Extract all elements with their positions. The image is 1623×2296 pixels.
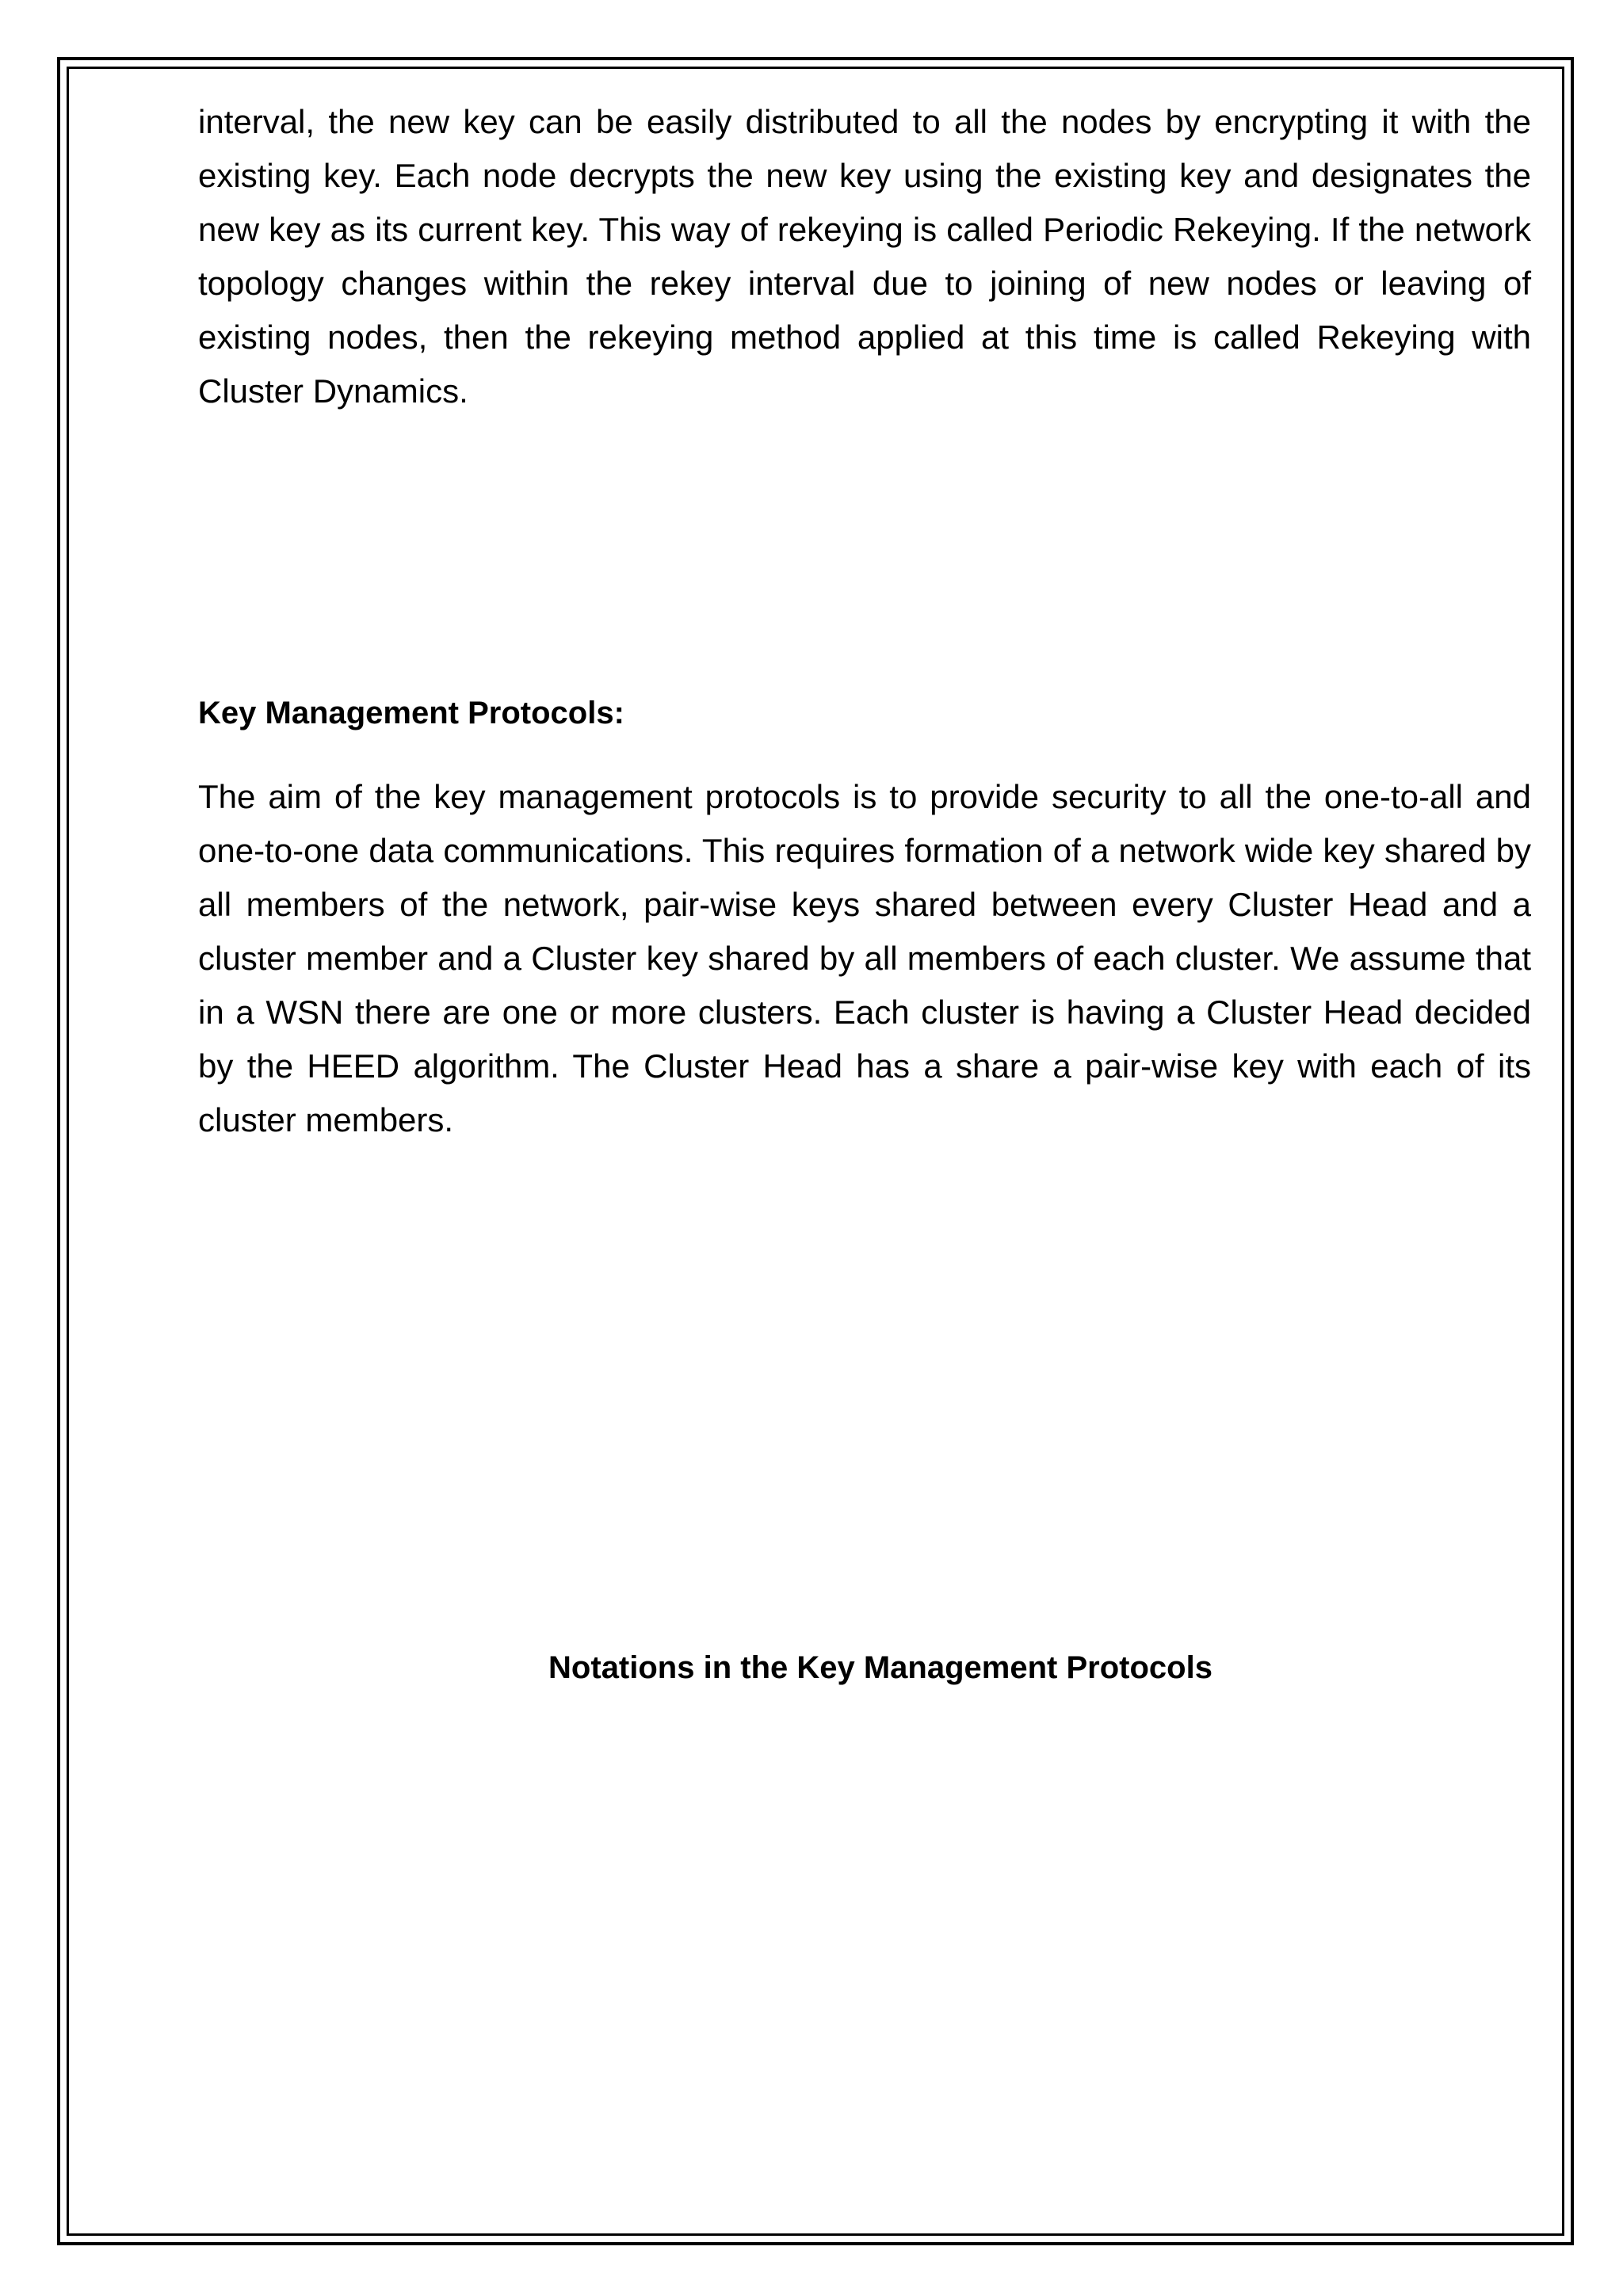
intro-paragraph: interval, the new key can be easily distributed to all the nodes by encrypting it with the existing key. Each node decrypts the new key using the existing key and designates the new key as its current key. This way of rekeying is called Periodic Rekeying. If the network topology changes within the rekey interval due to joining of new nodes or leaving of existing nodes, then the rekeying method applied at this time is called Rekeying with Cluster Dynamics. xyxy=(198,103,1531,410)
section-paragraph: The aim of the key management protocols is to provide security to all the one-to-all and one-to-one data communications. This requires formation of a network wide key shared by all members of the network, pair-wise keys shared between every Cluster Head and a cluster member and a Cluster key shared by all members of each cluster. We assume that in a WSN there are one or more clusters. Each cluster is having a Cluster Head decided by the HEED algorithm. The Cluster Head has a share a pair-wise key with each of its cluster members. xyxy=(198,778,1531,1138)
centered-heading: Notations in the Key Management Protocols xyxy=(548,1650,1212,1685)
section-heading: Key Management Protocols: xyxy=(198,696,624,730)
